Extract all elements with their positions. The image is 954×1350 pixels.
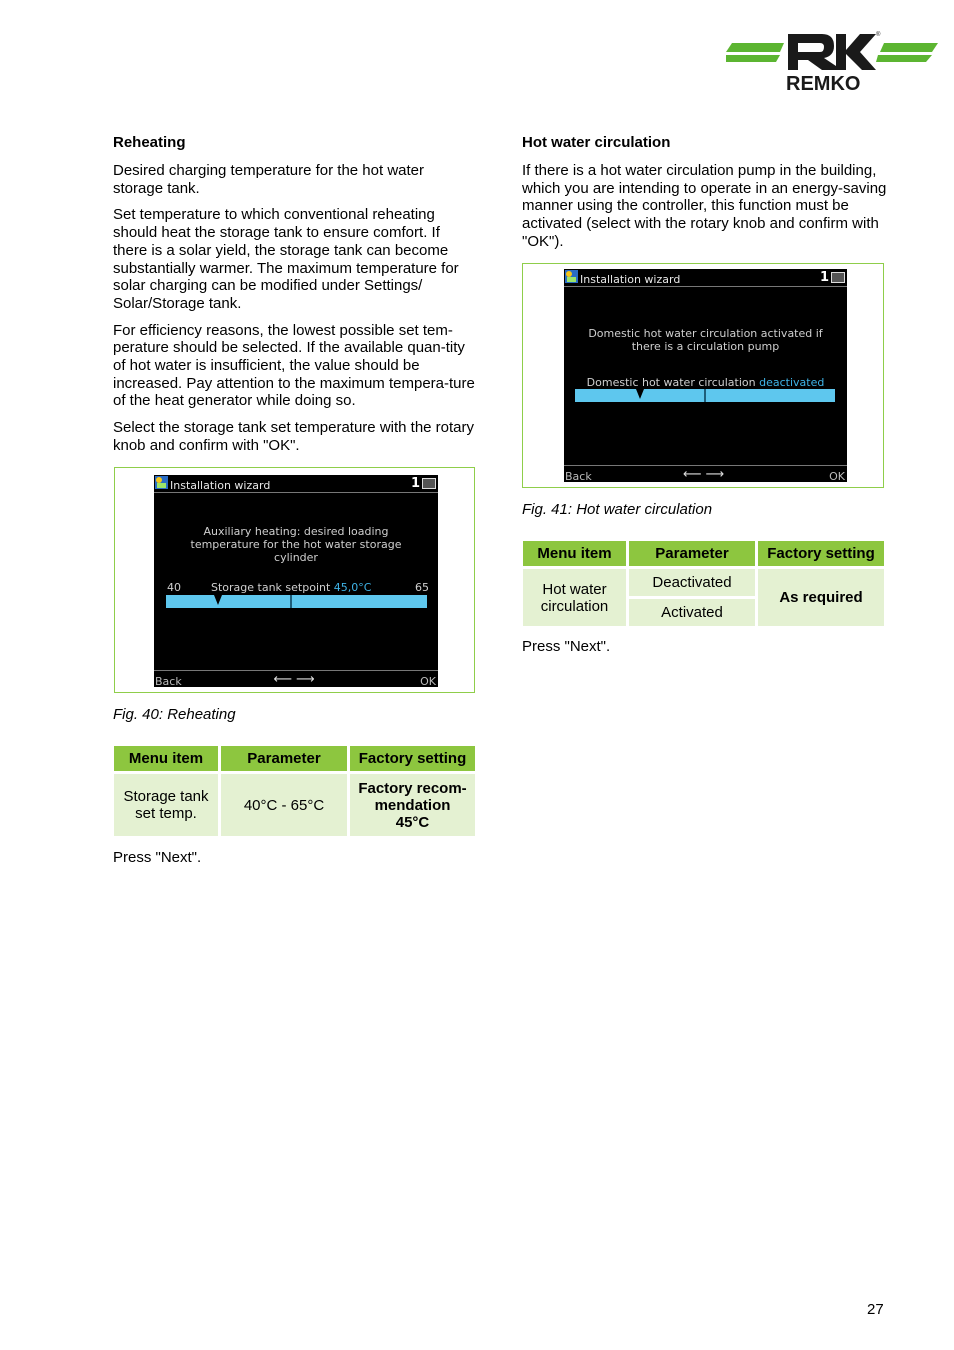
ok-softkey[interactable]: OK: [420, 674, 436, 688]
brand-name: REMKO: [786, 73, 861, 92]
press-next-note: Press "Next".: [522, 638, 611, 655]
paragraph: Desired charging temperature for the hot water storage tank.: [113, 162, 424, 197]
status-icon: [422, 478, 436, 489]
page-indicator: 1: [819, 269, 829, 285]
factory-setting-cell: [350, 774, 475, 836]
slider-midpoint: [704, 389, 706, 402]
page-indicator: 1: [410, 475, 420, 491]
slider-min: 40: [167, 580, 181, 594]
hot-water-circulation-table: [520, 538, 887, 629]
parameter-cell: Deactivated: [629, 569, 755, 596]
screen-message: [154, 525, 438, 564]
slider-thumb[interactable]: [636, 389, 644, 399]
setpoint-value: 45,0°C: [333, 580, 372, 594]
menu-item-cell: [523, 569, 626, 626]
option-value: deactivated: [759, 375, 825, 389]
table-header: Menu item: [523, 541, 626, 566]
screen-footer: [564, 465, 847, 482]
wizard-icon: [565, 270, 578, 283]
right-column: [522, 134, 887, 518]
table-header: Menu item: [114, 746, 218, 771]
page-number: 27: [867, 1301, 884, 1318]
message-line: temperature for the hot water storage: [190, 537, 402, 551]
parameter-cell: Activated: [629, 599, 755, 626]
screen-title: Installation wizard: [170, 478, 271, 492]
ok-softkey[interactable]: OK: [829, 469, 845, 483]
slider-max: 65: [415, 580, 429, 594]
message-line: Auxiliary heating: desired loading: [203, 524, 389, 538]
paragraph: For efficiency reasons, the lowest possible set tem-perature should be selected. If the available quan-tity of hot water is insufficient, the value should be increased. Pay attention to the maximum tempera-ture of the heat generator while doing so.: [113, 321, 475, 410]
cell-line: 45°C: [395, 813, 430, 831]
factory-setting-cell: As required: [758, 569, 884, 626]
cell-line: circulation: [540, 597, 609, 615]
paragraph: Set temperature to which conventional reheating should heat the storage tank to ensure comfort. If there is a solar yield, the storage tank can become substantially warmer. The maximum temperature for solar charging can be modified under Settings/ Solar/Storage tank.: [113, 206, 459, 312]
message-line: Domestic hot water circulation activated if: [588, 326, 823, 340]
wizard-icon: [155, 476, 168, 489]
message-line: cylinder: [274, 550, 318, 564]
setpoint-label-text: Storage tank setpoint: [211, 580, 331, 594]
svg-text:®: ®: [876, 32, 881, 38]
controller-screen: [154, 475, 438, 687]
figure-caption: Fig. 40: Reheating: [113, 705, 236, 723]
section-heading-hot-water-circulation: Hot water circulation: [522, 134, 671, 151]
remko-logo: [726, 30, 938, 92]
arrow-keys-icon: ⟵⟶: [273, 671, 319, 687]
cell-line: Hot water: [542, 580, 607, 598]
temperature-slider[interactable]: [166, 595, 427, 608]
left-column: [113, 134, 478, 723]
parameter-cell: 40°C - 65°C: [221, 774, 347, 836]
table-header: Factory setting: [758, 541, 884, 566]
figure-40-frame: [114, 467, 475, 693]
slider-thumb[interactable]: [214, 595, 222, 605]
screen-title-bar: [154, 475, 438, 493]
section-heading-reheating: Reheating: [113, 134, 186, 151]
message-line: there is a circulation pump: [631, 339, 780, 353]
controller-screen: [564, 269, 847, 482]
cell-line: Storage tank: [123, 788, 209, 805]
back-softkey[interactable]: Back: [565, 469, 592, 483]
cell-line: Factory recom-: [358, 779, 467, 797]
option-label-text: Domestic hot water circulation: [586, 375, 756, 389]
option-slider[interactable]: [575, 389, 835, 402]
figure-41-frame: [522, 263, 884, 488]
cell-line: set temp.: [135, 805, 197, 822]
cell-line: mendation: [374, 796, 451, 814]
table-header: Parameter: [221, 746, 347, 771]
slider-midpoint: [290, 595, 292, 608]
table-header: Parameter: [629, 541, 755, 566]
screen-title-bar: [564, 269, 847, 287]
press-next-note: Press "Next".: [113, 849, 202, 866]
screen-footer: [154, 670, 438, 687]
figure-caption: Fig. 41: Hot water circulation: [522, 500, 713, 518]
screen-message: [564, 327, 847, 353]
screen-title: Installation wizard: [580, 272, 681, 286]
arrow-keys-icon: ⟵⟶: [682, 466, 729, 482]
menu-item-cell: [114, 774, 218, 836]
paragraph: Select the storage tank set temperature with the rotary knob and confirm with "OK".: [113, 419, 475, 454]
reheating-table: [111, 743, 478, 839]
back-softkey[interactable]: Back: [155, 674, 182, 688]
table-header: Factory setting: [350, 746, 475, 771]
paragraph: If there is a hot water circulation pump in the building, which you are intending to operate in an energy-saving manner using the controller, this function must be activated (select with the rotary knob and confirm with "OK").: [522, 162, 887, 250]
status-icon: [831, 272, 845, 283]
